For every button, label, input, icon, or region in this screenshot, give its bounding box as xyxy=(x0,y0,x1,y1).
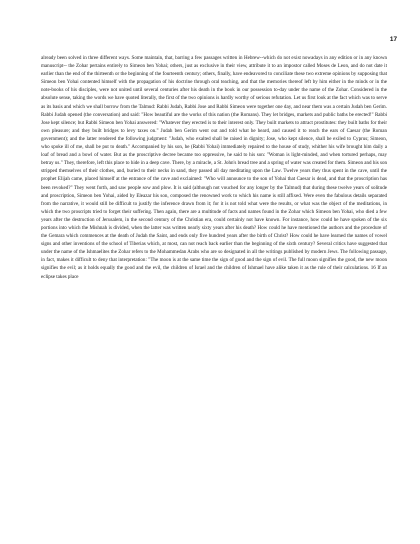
page-number: 17 xyxy=(389,36,397,43)
body-paragraph: already been solved in three different ways. Some maintain, that, barring a few passages written in Hebrew--which do not exist nowadays in any edition or in any known manuscript-- the Zohar pertains entirely to Simeon ben Yohai; others, just as exclusive in their view, attribute it to an impostor called Moses de Leon, and do not date it earlier than the end of the thirteenth or the beginning of the fourteenth century; others, finally, have endeavored to conciliate these two extreme opinions by supposing that Simeon ben Yohai contented himself with the propagation of his doctrine through oral teaching, and that the memories thereof left by him either in the minds or in the note-books of his disciples, were not united until several centuries after his death in the book in our possession to-day under the name of the Zohar. Considered in the absolute sense, taking the words we have quoted literally, the first of the two opinions is hardly worthy of serious refutation. Let us first look at the fact which was to serve as its basis and which we shall borrow from the Talmud: Rabbi Judah, Rabbi Jose and Rabbi Simeon were together one day, and near them was a certain Judah ben Gerim. Rabbi Judah opened (the conversation) and said: "How beautiful are the works of this nation (the Romans). They let bridges, markets and public baths be erected!" Rabbi Jose kept silence; but Rabbi Simeon ben Yohai answered: "Whatever they erected is to their interest only. They built markets to attract prostitutes: they built baths for their own pleasure; and they built bridges to levy taxes on." Judah ben Gerim went out and told what he heard, and caused it to reach the ears of Caesar (the Roman government); and the latter rendered the following judgment: "Judah, who exalted shall be raised in dignity; Jose, who kept silence, shall be exiled to Cyprus; Simeon, who spoke ill of me, shall be put to death." Accompanied by his son, he (Rabbi Yohai) immediately repaired to the house of study, whither his wife brought him daily a loaf of bread and a bowl of water. But as the proscriptive decree became too oppressive, he said to his son: "Woman is light-minded, and when tortured perhaps, may betray us." They, therefore, left this place to hide in a deep cave. There, by a miracle, a St. John's bread tree and a spring of water was created for them. Simeon and his son stripped themselves of their clothes, and, buried to their necks in sand, they passed all day meditating upon the Law. Twelve years they thus spent in the cave, until the prophet Elijah came, placed himself at the entrance of the cave and exclaimed: "Who will announce to the son of Yohai that Caesar is dead, and that the proscription has been revoked?" They went forth, and saw people sow and plow. It is said (although not vouched for any longer by the Talmud) that during these twelve years of solitude and proscription, Simeon ben Yohai, aided by Eleazar his son, composed the renowned work to which his name is still affixed. Were even the fabulous details separated from the narrative, it would still be difficult to justify the inference drawn from it; for it is not told what were the results, or what was the object of the meditations, in which the two proscripts tried to forget their suffering. Then again, there are a multitude of facts and names found in the Zohar which Simeon ben Yohai, who died a few years after the destruction of Jerusalem, in the second century of the Christian era, could certainly not have known. For instance, how could he have spoken of the six portions into which the Mishnah is divided, when the latter was written nearly sixty years after his death? How could he have mentioned the authors and the procedure of the Gemara which commences at the death of Judah the Saint, and ends only five hundred years after the birth of Christ? How could he have learned the names of vowel signs and other inventions of the school of Tiberias which, at most, can not reach back earlier than the beginning of the sixth century? Several critics have suggested that under the name of the Ishmaelites the Zohar refers to the Mohammedan Arabs who are so designated in all the writings published by modern Jews. The following passage, in fact, makes it difficult to deny that interpretation: "The moon is at the same time the sign of good and the sign of evil. The full moon signifies the good, the new moon signifies the evil; as it holds equally the good and the evil, the children of Israel and the children of Ishmael have alike taken it as the rule of their calculations. 16 If an eclipse takes place xyxy=(41,55,387,280)
